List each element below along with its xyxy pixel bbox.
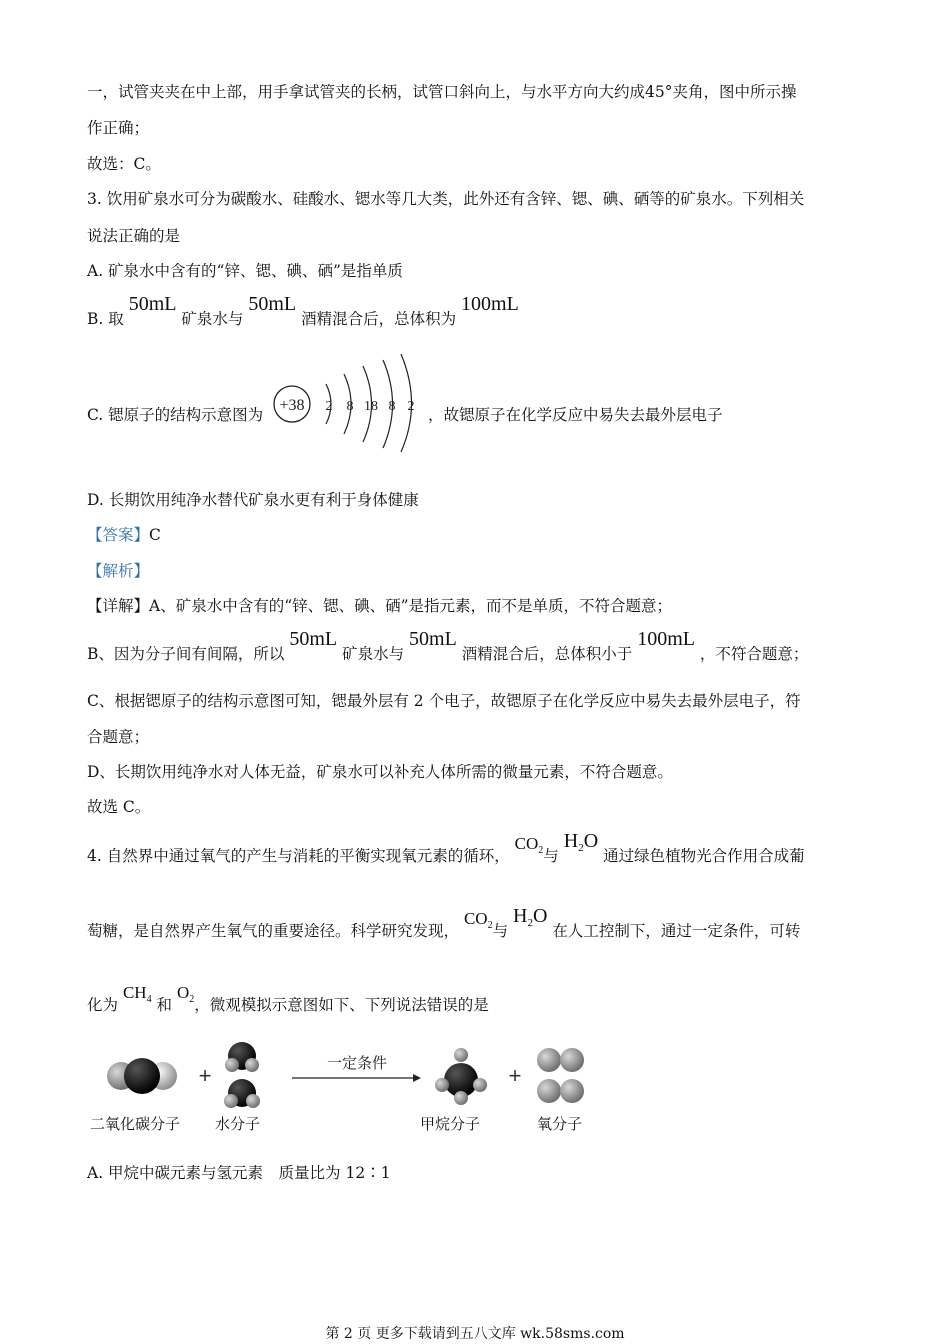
shell-1-electrons: 2 <box>325 399 333 414</box>
reaction-diagram <box>95 1038 605 1108</box>
formula-co2: $CO_2$ <box>463 909 493 931</box>
label-co2-molecule: 二氧化碳分子 <box>90 1115 181 1133</box>
question-3-stem: 3. 饮用矿泉水可分为碳酸水、硅酸水、锶水等几大类，此外还有含锌、锶、碘、硒等的矿泉水。下列相关 <box>87 190 805 208</box>
q4-text: 与 <box>492 922 509 940</box>
page-footer: 第 2 页 更多下载请到五八文库 wk.58sms.com <box>325 1326 625 1342</box>
shell-2-electrons: 8 <box>346 399 354 414</box>
reaction-condition: 一定条件 <box>326 1054 388 1072</box>
volume-value: 50mL <box>289 628 338 650</box>
q4-text: 4. 自然界中通过氧气的产生与消耗的平衡实现氧元素的循环， <box>87 847 510 865</box>
shell-4-electrons: 8 <box>388 399 396 414</box>
water-molecule <box>224 1079 260 1108</box>
detail-c: C、根据锶原子的结构示意图可知，锶最外层有 2 个电子，故锶原子在化学反应中易失去最外层电子，符 <box>87 692 801 710</box>
text-line: 作正确； <box>87 119 150 137</box>
label-methane-molecule: 甲烷分子 <box>420 1115 481 1133</box>
shell-5-electrons: 2 <box>407 399 415 414</box>
formula-co2: $CO_2$ <box>514 834 544 856</box>
q4-text: 和 <box>156 996 173 1014</box>
q4-text: ，微观模拟示意图如下、下列说法错误的是 <box>194 996 489 1014</box>
formula-h2o: $H_2O$ <box>563 830 599 854</box>
option-d: D. 长期饮用纯净水替代矿泉水更有利于身体健康 <box>87 491 419 509</box>
q4-text: 通过绿色植物光合作用合成葡 <box>603 847 805 865</box>
formula-ch4: $CH_4$ <box>122 983 152 1005</box>
nucleus-charge: +38 <box>279 397 305 414</box>
volume-value: 50mL <box>248 293 297 315</box>
atom-structure-diagram <box>270 352 430 454</box>
detail-b-text: 矿泉水与 <box>342 645 405 663</box>
volume-value: 100mL <box>637 628 695 650</box>
question-4-option-a: A. 甲烷中碳元素与氢元素 质量比为 12∶1 <box>87 1164 391 1182</box>
analysis-tag: 【解析】 <box>87 562 150 580</box>
detail-c-cont: 合题意； <box>87 728 150 746</box>
answer-tag: 【答案】 <box>87 526 150 544</box>
option-c-prefix: C. 锶原子的结构示意图为 <box>87 406 264 424</box>
shell-3-electrons: 18 <box>364 399 378 414</box>
detail-b-text: B、因为分子间有间隔，所以 <box>87 645 285 663</box>
plus-sign: + <box>198 1063 212 1088</box>
option-b <box>87 293 519 329</box>
label-water-molecule: 水分子 <box>215 1115 261 1133</box>
q4-text: 萄糖，是自然界产生氧气的重要途径。科学研究发现， <box>87 922 460 940</box>
water-molecule <box>225 1042 259 1072</box>
detail-d: D、长期饮用纯净水对人体无益，矿泉水可以补充人体所需的微量元素，不符合题意。 <box>87 763 673 781</box>
option-a: A. 矿泉水中含有的“锌、锶、碘、硒”是指单质 <box>87 262 403 280</box>
methane-molecule <box>435 1048 487 1105</box>
oxygen-molecule <box>537 1048 584 1072</box>
choose-line: 故选 C。 <box>87 798 151 816</box>
answer-value: C <box>149 526 161 544</box>
option-c-suffix: ，故锶原子在化学反应中易失去最外层电子 <box>428 406 723 424</box>
detail-b-text: 酒精混合后，总体积小于 <box>461 645 633 663</box>
label-oxygen-molecule: 氧分子 <box>537 1115 583 1133</box>
co2-molecule <box>107 1058 177 1094</box>
option-b-text: 酒精混合后，总体积为 <box>301 310 457 328</box>
question-3-stem-cont: 说法正确的是 <box>87 227 181 245</box>
q4-text: 与 <box>543 847 559 865</box>
oxygen-molecule <box>537 1079 584 1103</box>
detail-b <box>87 628 809 664</box>
volume-value: 50mL <box>128 293 177 315</box>
detail-a: 【详解】A、矿泉水中含有的“锌、锶、碘、硒”是指元素，而不是单质，不符合题意； <box>87 597 673 615</box>
text-line: 一，试管夹夹在中上部，用手拿试管夹的长柄，试管口斜向上，与水平方向大约成45°夹角，图中所示操 <box>87 83 797 101</box>
option-b-text: 矿泉水与 <box>181 310 244 328</box>
volume-value: 50mL <box>409 628 457 650</box>
plus-sign: + <box>508 1063 522 1088</box>
formula-h2o: $H_2O$ <box>513 905 548 929</box>
question-4-stem <box>87 830 805 869</box>
volume-value: 100mL <box>461 293 519 315</box>
formula-o2: $O_2$ <box>176 983 195 1005</box>
q4-text: 在人工控制下，通过一定条件，可转 <box>552 922 801 940</box>
question-4-stem-cont2 <box>87 983 489 1018</box>
text-line: 故选：C。 <box>87 155 161 173</box>
answer-line <box>87 525 161 545</box>
q4-text: 化为 <box>87 996 119 1014</box>
detail-b-text: ，不符合题意； <box>699 645 809 663</box>
question-4-stem-cont <box>87 905 801 944</box>
option-b-prefix: B. 取 <box>87 310 124 328</box>
